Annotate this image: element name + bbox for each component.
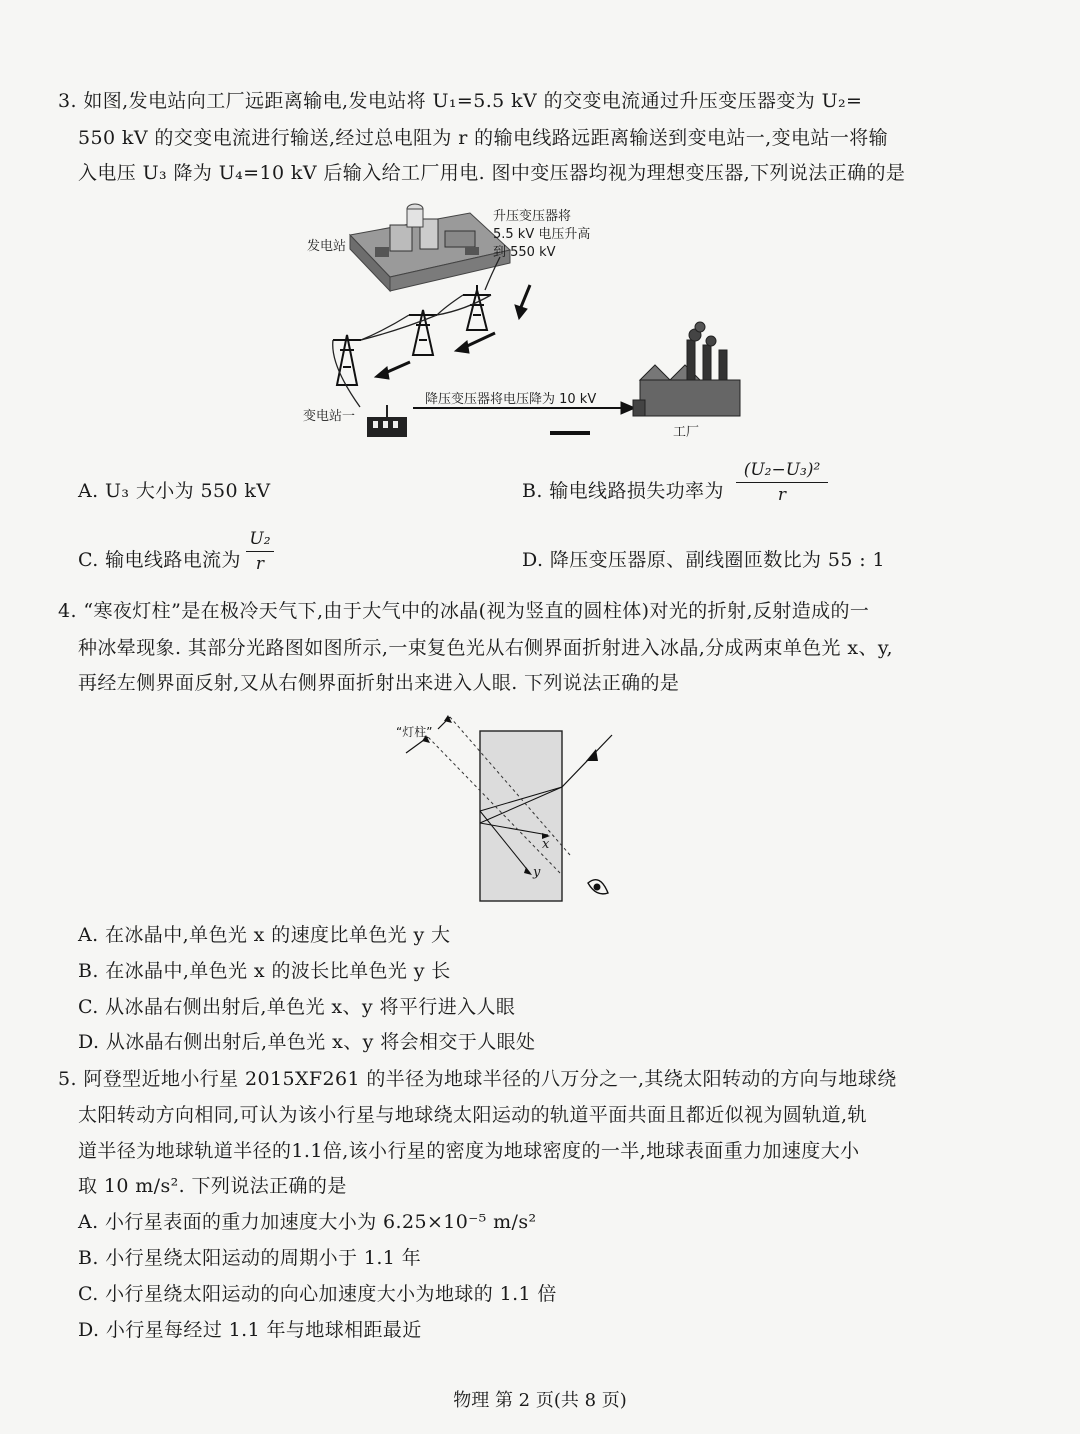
- label-step-down: 降压变压器将电压降为 10 kV: [425, 392, 597, 407]
- label-substation: 变电站一: [303, 409, 356, 424]
- q3-line-3: 入电压 U₃ 降为 U₄=10 kV 后输入给工厂用电. 图中变压器均视为理想变压器,下列说法正确的是: [78, 162, 906, 184]
- fraction-denominator: r: [255, 554, 265, 574]
- fraction-bar: [736, 482, 828, 483]
- label-power-station: 发电站: [307, 239, 347, 254]
- q5-line-4: 取 10 m/s². 下列说法正确的是: [78, 1175, 347, 1197]
- label-ray-x: x: [542, 837, 550, 852]
- page-footer: 物理 第 2 页(共 8 页): [453, 1390, 627, 1411]
- q3-option-b-fraction: [736, 460, 828, 505]
- label-step-up-3: 到 550 kV: [493, 245, 556, 260]
- label-pillar: “灯柱”: [396, 725, 433, 739]
- q4-line-1: 4. “寒夜灯柱”是在极冷天气下,由于大气中的冰晶(视为竖直的圆柱体)对光的折射,反射造成的一: [58, 600, 870, 622]
- q5-line-1: 5. 阿登型近地小行星 2015XF261 的半径为地球半径的八万分之一,其绕太阳转动的方向与地球绕: [58, 1068, 897, 1090]
- q4-option-d: D. 从冰晶右侧出射后,单色光 x、y 将会相交于人眼处: [78, 1031, 536, 1053]
- q5-line-2: 太阳转动方向相同,可认为该小行星与地球绕太阳运动的轨道平面共面且都近似视为圆轨道,轨: [78, 1104, 867, 1126]
- ice-crystal: [480, 731, 562, 901]
- q3-option-a: A. U₃ 大小为 550 kV: [78, 480, 271, 502]
- q5-option-a: A. 小行星表面的重力加速度大小为 6.25×10⁻⁵ m/s²: [78, 1211, 537, 1233]
- label-step-up-2: 5.5 kV 电压升高: [493, 227, 591, 242]
- fraction-bar: [246, 551, 274, 552]
- q3-line-1: 3. 如图,发电站向工厂远距离输电,发电站将 U₁=5.5 kV 的交变电流通过升压变压器变为 U₂=: [58, 90, 863, 112]
- pylon-icon: [333, 285, 491, 385]
- factory-icon: [633, 322, 740, 416]
- q4-ice-crystal-figure: [390, 705, 640, 905]
- q4-line-3: 再经左侧界面反射,又从右侧界面折射出来进入人眼. 下列说法正确的是: [78, 672, 680, 694]
- power-station-icon: [350, 204, 510, 291]
- q4-option-b: B. 在冰晶中,单色光 x 的波长比单色光 y 长: [78, 960, 451, 982]
- label-ray-y: y: [533, 865, 541, 880]
- q3-option-c: C. 输电线路电流为: [78, 549, 241, 571]
- q3-line-2: 550 kV 的交变电流进行输送,经过总电阻为 r 的输电线路远距离输送到变电站一,变电站一将输: [78, 127, 889, 149]
- q4-line-2: 种冰晕现象. 其部分光路图如图所示,一束复色光从右侧界面折射进入冰晶,分成两束单色光 x、y,: [78, 637, 893, 659]
- substation-icon: [367, 405, 407, 437]
- label-step-up-1: 升压变压器将: [493, 209, 572, 224]
- fraction-denominator: r: [777, 485, 787, 505]
- q5-line-3: 道半径为地球轨道半径的1.1倍,该小行星的密度为地球密度的一半,地球表面重力加速度大小: [78, 1140, 860, 1162]
- q5-option-b: B. 小行星绕太阳运动的周期小于 1.1 年: [78, 1247, 422, 1269]
- q4-option-c: C. 从冰晶右侧出射后,单色光 x、y 将平行进入人眼: [78, 996, 516, 1018]
- q5-option-d: D. 小行星每经过 1.1 年与地球相距最近: [78, 1319, 422, 1341]
- q3-option-b: B. 输电线路损失功率为: [522, 480, 724, 502]
- fraction-numerator: (U₂−U₃)²: [743, 460, 821, 480]
- eye-icon: [588, 880, 608, 894]
- q4-option-a: A. 在冰晶中,单色光 x 的速度比单色光 y 大: [78, 924, 451, 946]
- q3-power-transmission-figure: [295, 195, 765, 445]
- q5-option-c: C. 小行星绕太阳运动的向心加速度大小为地球的 1.1 倍: [78, 1283, 557, 1305]
- fraction-numerator: U₂: [249, 529, 271, 549]
- label-factory: 工厂: [673, 425, 700, 440]
- q3-option-d: D. 降压变压器原、副线圈匝数比为 55 : 1: [522, 549, 886, 571]
- q3-option-c-fraction: [246, 529, 274, 574]
